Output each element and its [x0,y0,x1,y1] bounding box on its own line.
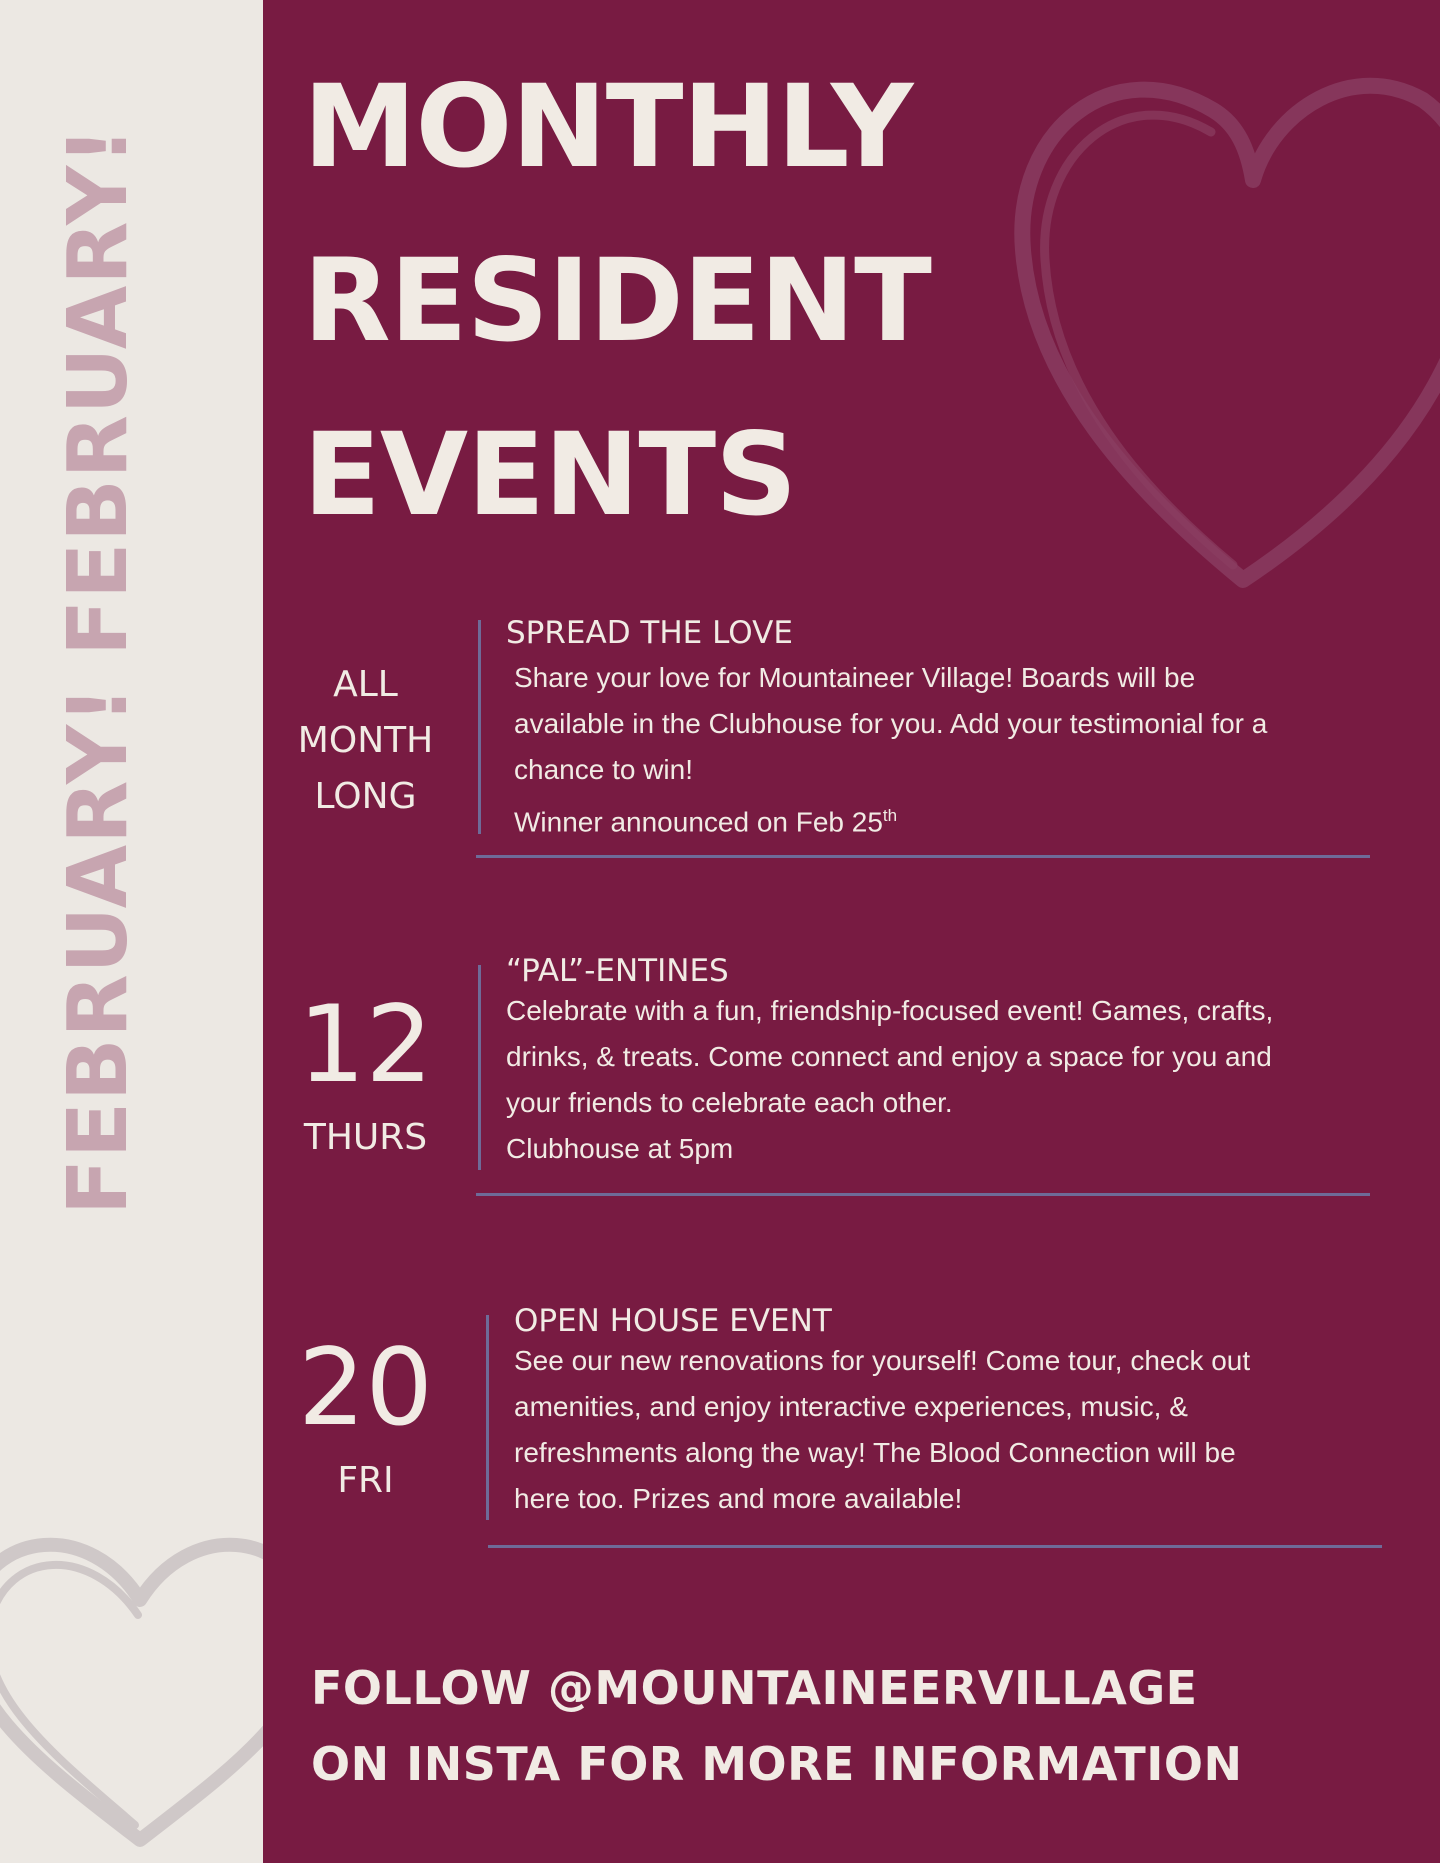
description-line: Celebrate with a fun, friendship-focused event! Games, crafts, [506,995,1274,1026]
event-description [506,988,1396,1172]
page-title [303,40,1003,562]
event-title: “PAL”-ENTINES [506,953,729,989]
description-line: here too. Prizes and more available! [514,1483,963,1514]
footer-line: ON INSTA FOR MORE INFORMATION [311,1737,1243,1791]
title-line: RESIDENT [303,234,931,367]
event-description [514,1338,1394,1522]
event-title: SPREAD THE LOVE [506,615,793,651]
description-line: amenities, and enjoy interactive experiences, music, & [514,1391,1188,1422]
event-open-house [263,1300,1440,1560]
description-line: Clubhouse at 5pm [506,1133,734,1164]
heart-outline-icon [0,1470,263,1863]
horizontal-divider [476,855,1370,858]
event-title: OPEN HOUSE EVENT [514,1303,832,1339]
date-number: 20 [298,1326,433,1449]
event-date [263,983,468,1158]
date-weekday: FRI [337,1460,394,1501]
event-date [263,657,468,825]
date-line: LONG [314,776,417,817]
main-panel [263,0,1440,1863]
description-line: Share your love for Mountaineer Village! Boards will be [514,662,1196,693]
date-line: ALL [333,664,398,705]
title-line: MONTHLY [303,60,913,193]
horizontal-divider [488,1545,1382,1548]
footer-line: FOLLOW @MOUNTAINEERVILLAGE [311,1661,1198,1715]
title-line: EVENTS [303,408,797,541]
description-line: refreshments along the way! The Blood Connection will be [514,1437,1236,1468]
heart-outline-icon [983,20,1440,620]
vertical-divider [478,965,481,1170]
description-line: chance to win! [514,754,693,785]
description-line: drinks, & treats. Come connect and enjoy a space for you and [506,1041,1272,1072]
description-line: your friends to celebrate each other. [506,1087,953,1118]
sidebar [0,0,263,1863]
event-date [263,1326,468,1501]
vertical-divider [486,1315,489,1520]
description-line: available in the Clubhouse for you. Add your testimonial for a [514,708,1268,739]
event-spread-the-love [263,610,1440,860]
date-line: MONTH [297,720,434,761]
event-description [514,655,1394,845]
date-weekday: THURS [303,1117,428,1158]
vertical-month-text: FEBRUARY! FEBRUARY! [51,126,146,1215]
description-line: Winner announced on Feb 25th [514,806,898,838]
horizontal-divider [476,1193,1370,1196]
date-number: 12 [298,983,433,1106]
footer-callout [311,1650,1242,1802]
vertical-divider [478,620,481,834]
description-line: See our new renovations for yourself! Come tour, check out [514,1345,1251,1376]
event-palentines [263,950,1440,1200]
